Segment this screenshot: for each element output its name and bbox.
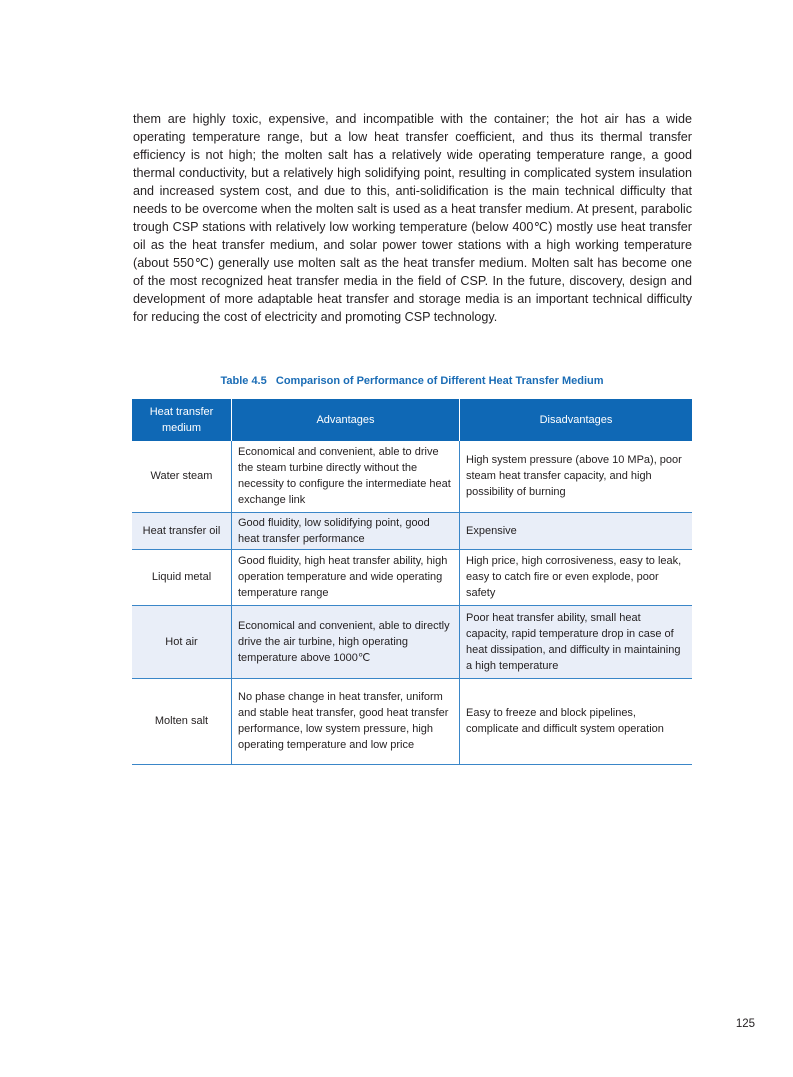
page-number: 125 (735, 1018, 755, 1030)
disadvantages-cell: Easy to freeze and block pipelines, complicate and difficult system operation (460, 678, 693, 764)
advantages-cell: Economical and convenient, able to directly drive the air turbine, high operating temperature above 1000℃ (232, 605, 460, 678)
medium-cell: Heat transfer oil (132, 512, 232, 549)
header-medium: Heat transfer medium (132, 399, 232, 441)
table-row (132, 441, 692, 512)
medium-cell: Hot air (132, 605, 232, 678)
advantages-cell: Economical and convenient, able to drive the steam turbine directly without the necessity to configure the intermediate heat exchange link (232, 441, 460, 512)
medium-cell: Water steam (132, 441, 232, 512)
table-row (132, 549, 692, 605)
advantages-cell: Good fluidity, high heat transfer ability, high operation temperature and wide operating temperature range (232, 549, 460, 605)
table-row (132, 512, 692, 549)
body-paragraph: them are highly toxic, expensive, and incompatible with the container; the hot air has a wide operating temperature range, but a low heat transfer coefficient, and thus its thermal transfer efficiency is not high; the molten salt has a relatively wide operating temperature range, a good thermal conductivity, but a relatively high solidifying point, resulting in complicated system insulation and increased system cost, and due to this, anti-solidification is the main technical difficulty that needs to be overcome when the molten salt is used as a heat transfer medium. At present, parabolic trough CSP stations with relatively low working temperature (below 400℃) mostly use heat transfer oil as the heat transfer medium, and solar power tower stations with a high working temperature (about 550℃) generally use molten salt as the heat transfer medium. Molten salt has become one of the most recognized heat transfer media in the field of CSP. In the future, discovery, design and development of more adaptable heat transfer and storage media is an important technical difficulty for reducing the cost of electricity and promoting CSP technology. (133, 112, 692, 324)
disadvantages-cell: High system pressure (above 10 MPa), poor steam heat transfer capacity, and high possibility of burning (460, 441, 693, 512)
medium-cell: Molten salt (132, 678, 232, 764)
disadvantages-cell: High price, high corrosiveness, easy to leak, easy to catch fire or even explode, poor safety (460, 549, 693, 605)
header-advantages: Advantages (232, 399, 460, 441)
table-row (132, 605, 692, 678)
table-caption: Table 4.5 Comparison of Performance of Different Heat Transfer Medium (220, 375, 604, 387)
disadvantages-cell: Poor heat transfer ability, small heat capacity, rapid temperature drop in case of heat dissipation, and difficulty in maintaining a high temperature (460, 605, 693, 678)
comparison-table (132, 399, 692, 765)
advantages-cell: Good fluidity, low solidifying point, good heat transfer performance (232, 512, 460, 549)
advantages-cell: No phase change in heat transfer, uniform and stable heat transfer, good heat transfer performance, low system pressure, high operating temperature and low price (232, 678, 460, 764)
table-row (132, 678, 692, 764)
disadvantages-cell: Expensive (460, 512, 693, 549)
header-disadvantages: Disadvantages (460, 399, 693, 441)
table-header-row (132, 399, 692, 441)
medium-cell: Liquid metal (132, 549, 232, 605)
